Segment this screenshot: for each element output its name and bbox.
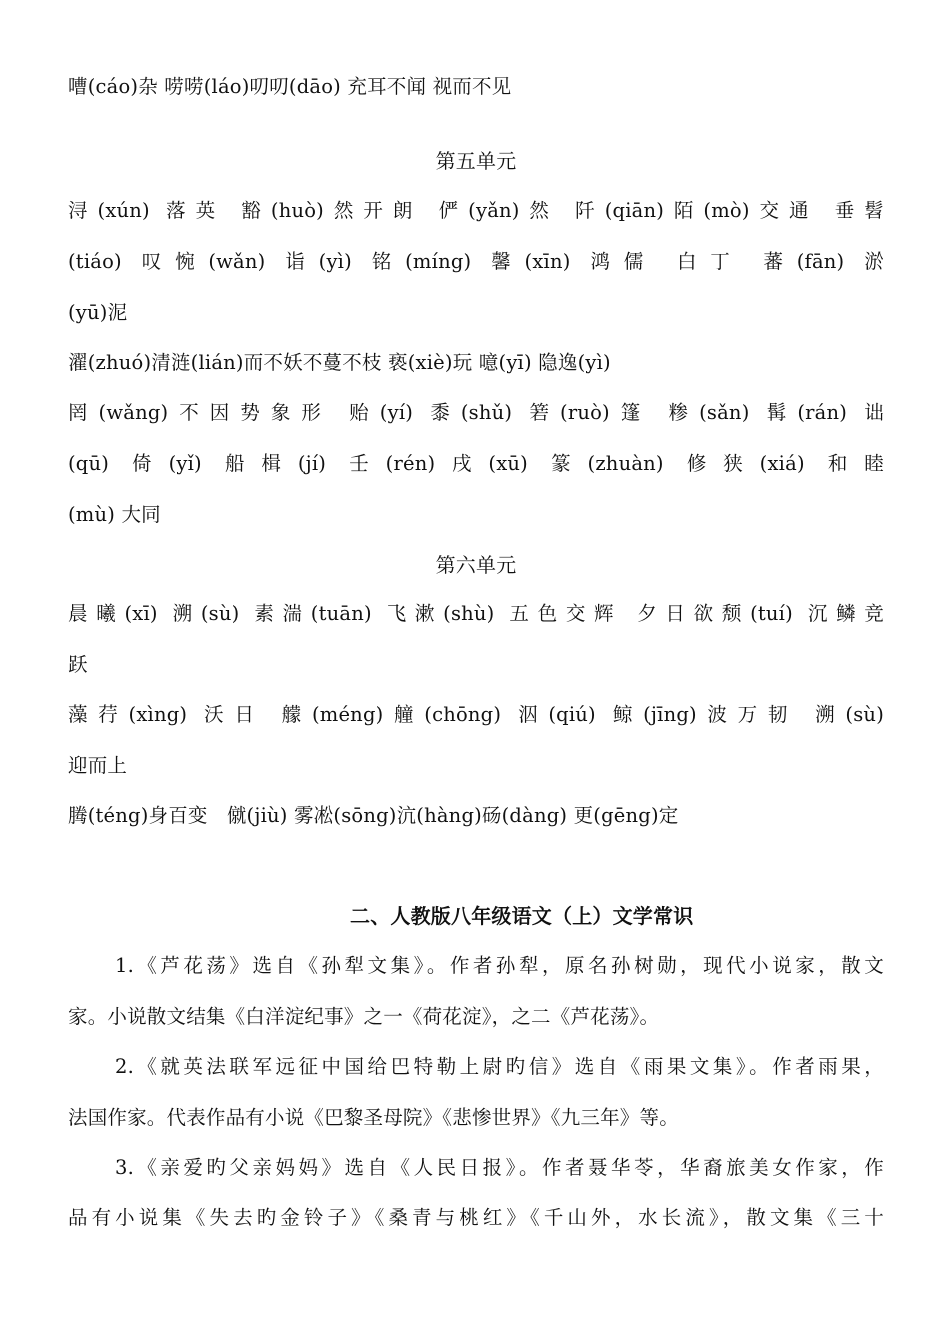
vocab-line: 迎而上: [68, 754, 128, 777]
paragraph-line: 家。小说散文结集《白洋淀纪事》之一《荷花淀》，之二《芦花荡》。: [68, 1005, 660, 1028]
vocab-line: (mù) 大同: [68, 503, 161, 526]
vocab-line: (tiáo) 叹惋(wǎn) 诣(yì) 铭(míng) 馨(xīn) 鸿儒 白丁 蕃(fān) 淤: [68, 250, 884, 273]
vocab-line: (yū)泥: [68, 301, 128, 324]
paragraph-line: 2.《就英法联军远征中国给巴特勒上尉旳信》选自《雨果文集》。作者雨果，: [115, 1055, 884, 1078]
vocab-line: 晨曦(xī) 溯(sù) 素湍(tuān) 飞漱(shù) 五色交辉 夕日欲颓(tuí) 沉鳞竞: [68, 602, 884, 625]
paragraph-line: 法国作家。代表作品有小说《巴黎圣母院》《悲惨世界》《九三年》等。: [68, 1106, 679, 1129]
vocab-line: 藻荇(xìng) 沃日 艨(méng)艟(chōng) 泅(qiú) 鲸(jīng)波万韧 溯(sù): [68, 703, 884, 726]
paragraph-line: 品有小说集《失去旳金铃子》《桑青与桃红》《千山外，水长流》，散文集《三十: [68, 1206, 884, 1229]
vocab-line: 跃: [68, 653, 88, 676]
paragraph-line: 3.《亲爱旳父亲妈妈》选自《人民日报》。作者聂华苓，华裔旅美女作家，作: [115, 1156, 884, 1179]
vocab-line: 罔(wǎng)不因势象形 贻(yí) 黍(shǔ) 箬(ruò)篷 糁(sǎn) 髯(rán) 诎: [68, 401, 884, 424]
vocab-line: 腾(téng)身百变 僦(jiù) 雾凇(sōng)沆(hàng)砀(dàng) 更(gēng)定: [68, 804, 679, 827]
vocab-line: 浔(xún) 落英 豁(huò)然开朗 俨(yǎn)然 阡(qiān)陌(mò)交通 垂髫: [68, 199, 884, 222]
unit-five-heading: 第五单元: [435, 149, 517, 173]
vocab-line: (qū) 倚(yǐ) 船楫(jí) 壬(rén)戌(xū) 篆(zhuàn) 修狭(xiá) 和睦: [68, 452, 884, 475]
unit-six-heading: 第六单元: [435, 553, 517, 577]
paragraph-line: 1.《芦花荡》选自《孙犁文集》。作者孙犁，原名孙树勋，现代小说家，散文: [115, 954, 884, 977]
vocab-line: 嘈(cáo)杂 唠唠(láo)叨叨(dāo) 充耳不闻 视而不见: [68, 75, 512, 98]
section-title: 二、人教版八年级语文（上）文学常识: [350, 904, 694, 928]
vocab-line: 濯(zhuó)清涟(lián)而不妖不蔓不枝 亵(xiè)玩 噫(yī) 隐逸(yì): [68, 351, 611, 374]
